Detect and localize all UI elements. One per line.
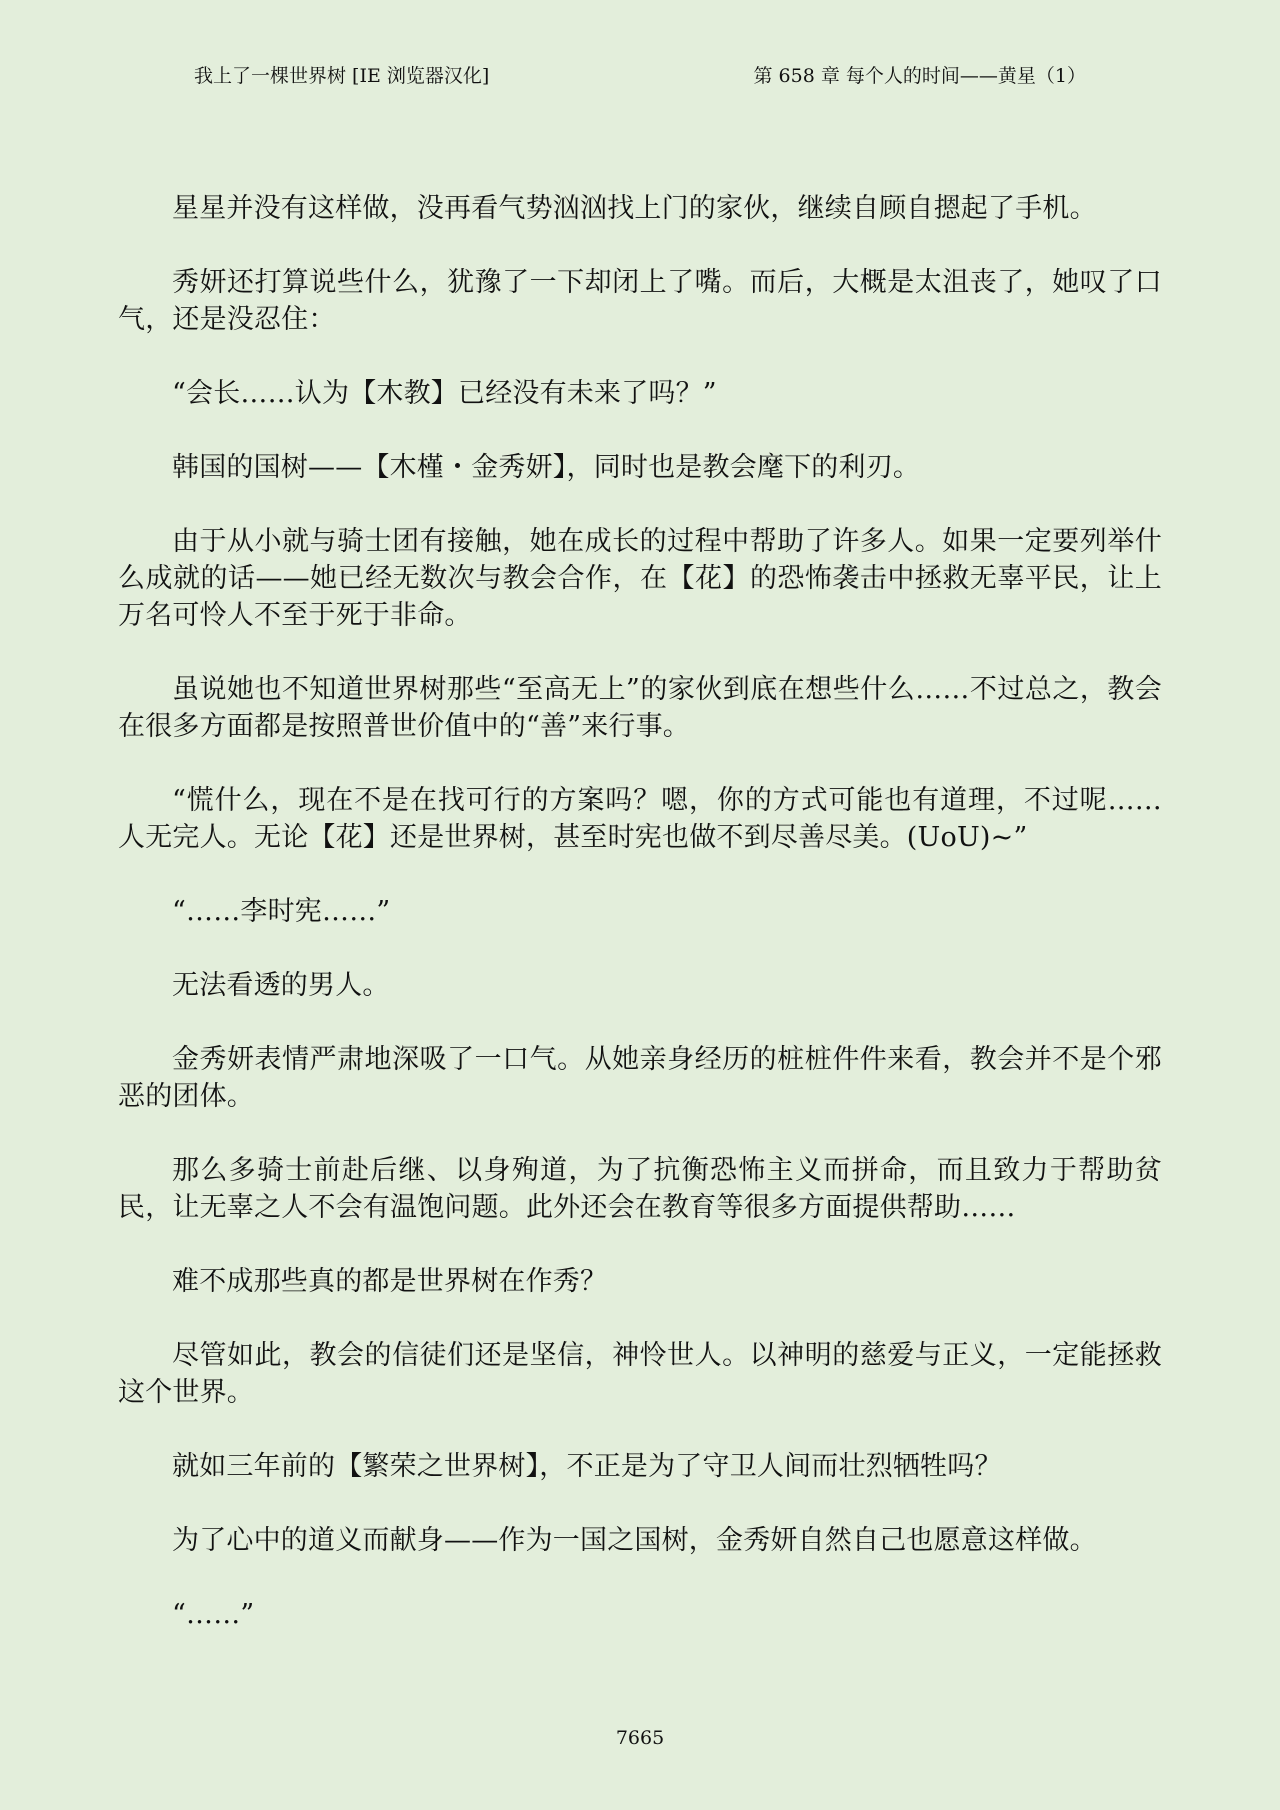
paragraph: “会长……认为【木教】已经没有未来了吗？”	[172, 378, 717, 409]
paragraph: 难不成那些真的都是世界树在作秀？	[172, 1266, 608, 1297]
page-number: 7665	[615, 1727, 665, 1749]
book-title: 我上了一棵世界树 [IE 浏览器汉化]	[194, 65, 490, 87]
page-header	[194, 60, 1086, 92]
paragraph: “慌什么，现在不是在找可行的方案吗？嗯，你的方式可能也有道理，不过呢……人无完人。无论【花】还是世界树，甚至时宪也做不到尽善尽美。(UoU)~”	[118, 785, 1162, 853]
paragraph: 那么多骑士前赴后继、以身殉道，为了抗衡恐怖主义而拼命，而且致力于帮助贫民，让无辜之人不会有温饱问题。此外还会在教育等很多方面提供帮助……	[118, 1155, 1162, 1223]
chapter-body	[118, 190, 1162, 1670]
paragraph: 无法看透的男人。	[172, 970, 390, 1001]
paragraph: 虽说她也不知道世界树那些“至高无上”的家伙到底在想些什么……不过总之，教会在很多方面都是按照普世价值中的“善”来行事。	[118, 674, 1162, 742]
paragraph: 为了心中的道义而献身——作为一国之国树，金秀妍自然自己也愿意这样做。	[172, 1525, 1097, 1556]
paragraph: “……”	[172, 1599, 255, 1630]
paragraph: 秀妍还打算说些什么，犹豫了一下却闭上了嘴。而后，大概是太沮丧了，她叹了口气，还是没忍住：	[118, 267, 1162, 335]
paragraph: 星星并没有这样做，没再看气势汹汹找上门的家伙，继续自顾自摁起了手机。	[172, 193, 1097, 224]
paragraph: 由于从小就与骑士团有接触，她在成长的过程中帮助了许多人。如果一定要列举什么成就的话——她已经无数次与教会合作，在【花】的恐怖袭击中拯救无辜平民，让上万名可怜人不至于死于非命。	[118, 526, 1162, 631]
paragraph: “……李时宪……”	[172, 896, 391, 927]
chapter-title: 第 658 章 每个人的时间——黄星（1）	[753, 65, 1086, 87]
paragraph: 韩国的国树——【木槿・金秀妍】，同时也是教会麾下的利刃。	[172, 452, 921, 483]
paragraph: 金秀妍表情严肃地深吸了一口气。从她亲身经历的桩桩件件来看，教会并不是个邪恶的团体。	[118, 1044, 1162, 1112]
paragraph: 尽管如此，教会的信徒们还是坚信，神怜世人。以神明的慈爱与正义，一定能拯救这个世界。	[118, 1340, 1162, 1408]
paragraph: 就如三年前的【繁荣之世界树】，不正是为了守卫人间而壮烈牺牲吗？	[172, 1451, 1002, 1482]
